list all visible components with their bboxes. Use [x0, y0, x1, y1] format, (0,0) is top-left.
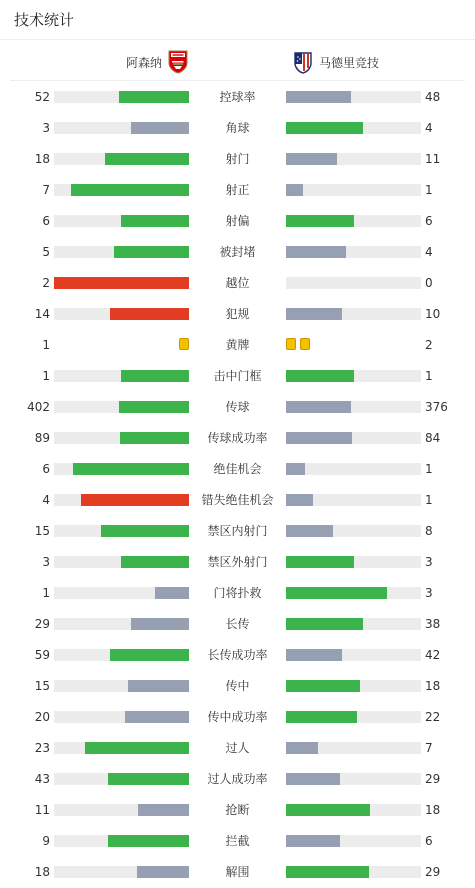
stat-row — [0, 732, 475, 763]
home-stat-track — [54, 401, 189, 413]
stat-label: 射门 — [225, 152, 250, 166]
stat-row — [0, 298, 475, 329]
stat-row — [0, 670, 475, 701]
away-stat-track — [286, 866, 421, 878]
away-stat-value: 4 — [425, 121, 433, 135]
away-stat-bar — [286, 246, 346, 258]
home-stat-track — [54, 680, 189, 692]
home-stat-value: 29 — [34, 617, 50, 631]
away-stat-bar — [286, 122, 363, 134]
home-stat-value: 6 — [42, 214, 50, 228]
home-stat-track — [54, 494, 189, 506]
away-stat-value: 42 — [425, 648, 441, 662]
home-stat-bar — [105, 153, 189, 165]
away-stat-value: 6 — [425, 834, 433, 848]
stat-row — [0, 267, 475, 298]
stat-row — [0, 825, 475, 856]
away-stat-track — [286, 463, 421, 475]
stat-row — [0, 422, 475, 453]
home-stat-value: 7 — [42, 183, 50, 197]
away-stat-bar — [286, 370, 354, 382]
home-stat-track — [54, 587, 189, 599]
stat-row — [0, 577, 475, 608]
home-yellow-cards — [179, 338, 189, 352]
home-stat-value: 3 — [42, 121, 50, 135]
away-stat-value: 1 — [425, 462, 433, 476]
away-stat-track — [286, 835, 421, 847]
home-stat-track — [54, 804, 189, 816]
away-stat-bar — [286, 804, 370, 816]
home-stat-track — [54, 91, 189, 103]
away-team-name: 马德里竞技 — [319, 55, 380, 70]
stat-label: 抢断 — [225, 803, 250, 817]
home-team-name: 阿森纳 — [126, 55, 163, 70]
home-stat-value: 6 — [42, 462, 50, 476]
home-stat-track — [54, 432, 189, 444]
away-stat-value: 38 — [425, 617, 441, 631]
away-stat-bar — [286, 184, 303, 196]
home-stat-track — [54, 153, 189, 165]
away-stat-bar — [286, 153, 337, 165]
away-stat-value: 0 — [425, 276, 433, 290]
home-stat-bar — [128, 680, 189, 692]
home-stat-value: 43 — [34, 772, 50, 786]
away-stat-bar — [286, 742, 318, 754]
atletico-madrid-crest-icon — [293, 50, 313, 74]
away-stat-bar — [286, 525, 333, 537]
stat-label: 禁区内射门 — [207, 524, 268, 538]
stats-header — [0, 0, 475, 40]
away-yellow-cards — [286, 338, 310, 352]
stat-label: 传球 — [225, 400, 250, 414]
away-stat-track — [286, 618, 421, 630]
away-stat-value: 6 — [425, 214, 433, 228]
home-stat-track — [54, 866, 189, 878]
stat-label: 错失绝佳机会 — [201, 493, 274, 507]
away-stat-bar — [286, 587, 387, 599]
away-stat-value: 48 — [425, 90, 441, 104]
away-stat-bar — [286, 866, 369, 878]
home-stat-value: 18 — [34, 152, 50, 166]
away-stat-track — [286, 401, 421, 413]
away-stat-value: 1 — [425, 369, 433, 383]
away-stat-value: 7 — [425, 741, 433, 755]
home-stat-value: 23 — [34, 741, 50, 755]
stat-row — [0, 794, 475, 825]
stat-row — [0, 391, 475, 422]
away-stat-value: 29 — [425, 772, 441, 786]
home-stat-track — [54, 370, 189, 382]
away-stat-bar — [286, 680, 360, 692]
away-stat-value: 11 — [425, 152, 441, 166]
away-stat-bar — [286, 463, 305, 475]
home-stat-bar — [131, 618, 189, 630]
home-stat-track — [54, 556, 189, 568]
away-stat-value: 29 — [425, 865, 441, 879]
away-stat-track — [286, 494, 421, 506]
arsenal-crest-icon — [168, 50, 188, 74]
away-team[interactable] — [293, 50, 379, 74]
home-stat-track — [54, 835, 189, 847]
home-stat-bar — [120, 432, 189, 444]
away-stat-track — [286, 122, 421, 134]
stat-row — [0, 143, 475, 174]
home-stat-track — [54, 463, 189, 475]
stat-label: 传中 — [225, 679, 250, 693]
stat-label: 传中成功率 — [207, 710, 268, 724]
away-stat-track — [286, 184, 421, 196]
page-title: 技术统计 — [14, 11, 75, 29]
home-stat-value: 14 — [34, 307, 50, 321]
yellow-card-icon — [179, 338, 189, 350]
away-stat-bar — [286, 308, 342, 320]
away-stat-value: 18 — [425, 679, 441, 693]
home-team[interactable] — [126, 50, 188, 74]
away-stat-track — [286, 649, 421, 661]
home-stat-bar — [138, 804, 189, 816]
stat-row — [0, 174, 475, 205]
home-stat-bar — [71, 184, 189, 196]
home-stat-value: 2 — [42, 276, 50, 290]
away-stat-track — [286, 246, 421, 258]
stat-row — [0, 856, 475, 887]
stat-row — [0, 81, 475, 112]
home-stat-value: 3 — [42, 555, 50, 569]
stat-label: 黄牌 — [225, 338, 250, 352]
home-stat-value: 11 — [34, 803, 50, 817]
away-stat-track — [286, 432, 421, 444]
away-stat-track — [286, 525, 421, 537]
stat-label: 过人成功率 — [207, 772, 268, 786]
away-stat-bar — [286, 494, 313, 506]
home-stat-value: 20 — [34, 710, 50, 724]
home-stat-track — [54, 308, 189, 320]
away-stat-bar — [286, 649, 342, 661]
home-stat-bar — [137, 866, 189, 878]
away-stat-bar — [286, 773, 340, 785]
stat-label: 解围 — [225, 865, 250, 879]
away-stat-value: 22 — [425, 710, 441, 724]
away-stat-value: 84 — [425, 431, 441, 445]
away-stat-bar — [286, 556, 354, 568]
stat-row — [0, 639, 475, 670]
home-stat-track — [54, 742, 189, 754]
home-stat-track — [54, 122, 189, 134]
home-stat-track — [54, 184, 189, 196]
away-stat-value: 4 — [425, 245, 433, 259]
home-stat-bar — [114, 246, 189, 258]
stat-label: 过人 — [225, 741, 250, 755]
away-stat-track — [286, 711, 421, 723]
home-stat-bar — [101, 525, 189, 537]
stat-row — [0, 546, 475, 577]
yellow-card-icon — [300, 338, 310, 350]
stat-row — [0, 236, 475, 267]
away-stat-bar — [286, 215, 354, 227]
home-stat-track — [54, 215, 189, 227]
away-stat-bar — [286, 432, 352, 444]
yellow-card-icon — [286, 338, 296, 350]
stat-label: 犯规 — [225, 307, 250, 321]
stat-label: 被封堵 — [219, 245, 256, 259]
away-stat-track — [286, 804, 421, 816]
home-stat-value: 1 — [42, 369, 50, 383]
home-stat-value: 15 — [34, 524, 50, 538]
stat-label: 门将扑救 — [213, 586, 262, 600]
stat-label: 角球 — [225, 121, 250, 135]
away-stat-track — [286, 556, 421, 568]
home-stat-bar — [85, 742, 189, 754]
home-stat-bar — [119, 401, 189, 413]
stat-label: 长传成功率 — [207, 648, 268, 662]
away-stat-track — [286, 742, 421, 754]
home-stat-value: 9 — [42, 834, 50, 848]
home-stat-value: 5 — [42, 245, 50, 259]
stat-label: 射正 — [225, 183, 250, 197]
away-stat-bar — [286, 835, 340, 847]
home-stat-track — [54, 277, 189, 289]
stat-label: 越位 — [225, 276, 250, 290]
home-stat-bar — [81, 494, 189, 506]
away-stat-value: 3 — [425, 586, 433, 600]
home-stat-value: 59 — [34, 648, 50, 662]
away-stat-value: 18 — [425, 803, 441, 817]
home-stat-track — [54, 525, 189, 537]
home-stat-value: 402 — [27, 400, 50, 414]
home-stat-bar — [121, 215, 189, 227]
away-stat-track — [286, 153, 421, 165]
stat-label: 射偏 — [225, 214, 250, 228]
stat-label: 传球成功率 — [207, 431, 268, 445]
home-stat-bar — [108, 835, 189, 847]
away-stat-bar — [286, 91, 351, 103]
stat-row — [0, 205, 475, 236]
home-stat-bar — [73, 463, 189, 475]
home-stat-value: 18 — [34, 865, 50, 879]
away-stat-bar — [286, 401, 351, 413]
teams-bar — [10, 41, 465, 81]
home-stat-track — [54, 246, 189, 258]
home-stat-bar — [110, 649, 189, 661]
stat-label: 击中门框 — [213, 369, 262, 383]
away-stat-value: 3 — [425, 555, 433, 569]
away-stat-value: 8 — [425, 524, 433, 538]
home-stat-value: 1 — [42, 338, 50, 352]
stat-row — [0, 763, 475, 794]
stat-row — [0, 701, 475, 732]
stat-label: 长传 — [225, 617, 250, 631]
stat-row — [0, 112, 475, 143]
away-stat-track — [286, 587, 421, 599]
home-stat-value: 89 — [34, 431, 50, 445]
home-stat-bar — [108, 773, 189, 785]
home-stat-bar — [121, 556, 189, 568]
home-stat-track — [54, 618, 189, 630]
away-stat-track — [286, 370, 421, 382]
stat-label: 控球率 — [219, 90, 256, 104]
away-stat-track — [286, 773, 421, 785]
stat-row — [0, 360, 475, 391]
home-stat-value: 52 — [34, 90, 50, 104]
away-stat-track — [286, 91, 421, 103]
stat-row — [0, 515, 475, 546]
home-stat-bar — [131, 122, 189, 134]
home-stat-value: 1 — [42, 586, 50, 600]
away-stat-track — [286, 277, 421, 289]
home-stat-track — [54, 711, 189, 723]
stat-row — [0, 484, 475, 515]
stat-row — [0, 453, 475, 484]
away-stat-value: 10 — [425, 307, 441, 321]
home-stat-bar — [119, 91, 189, 103]
stat-label: 绝佳机会 — [213, 462, 262, 476]
stat-label: 拦截 — [225, 834, 250, 848]
away-stat-value: 376 — [425, 400, 448, 414]
away-stat-track — [286, 680, 421, 692]
stat-row — [0, 608, 475, 639]
home-stat-track — [54, 773, 189, 785]
stat-label: 禁区外射门 — [207, 555, 268, 569]
home-stat-bar — [125, 711, 189, 723]
home-stat-track — [54, 649, 189, 661]
away-stat-bar — [286, 711, 357, 723]
away-stat-value: 1 — [425, 493, 433, 507]
away-stat-bar — [286, 618, 363, 630]
away-stat-track — [286, 215, 421, 227]
home-stat-value: 4 — [42, 493, 50, 507]
home-stat-bar — [155, 587, 189, 599]
home-stat-bar — [121, 370, 189, 382]
stat-row — [0, 329, 475, 360]
home-stat-value: 15 — [34, 679, 50, 693]
away-stat-value: 1 — [425, 183, 433, 197]
home-stat-bar — [110, 308, 189, 320]
away-stat-value: 2 — [425, 338, 433, 352]
home-stat-bar — [54, 277, 189, 289]
away-stat-track — [286, 308, 421, 320]
